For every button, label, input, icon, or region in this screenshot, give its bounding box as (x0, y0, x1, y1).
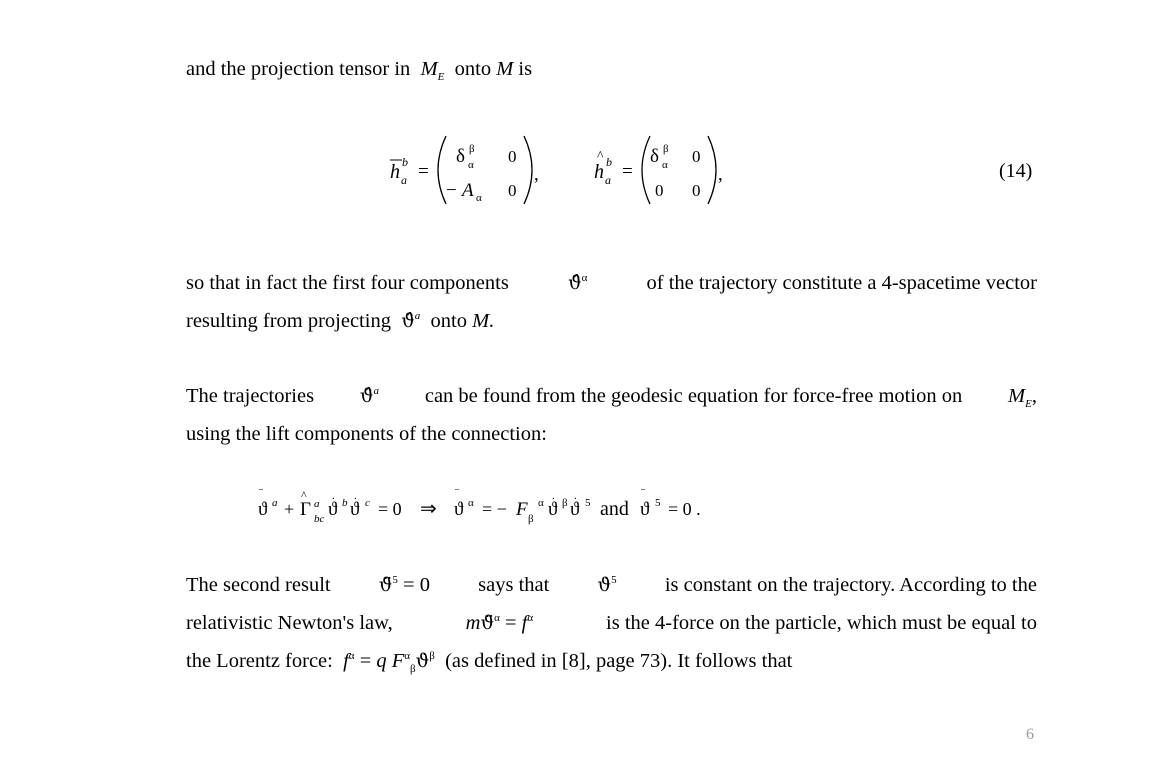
symbol-lorentz-force: $f^\alpha = q$ $F^\alpha_\beta ϑ̇^\beta$ (343, 650, 435, 675)
svg-text:−: − (446, 180, 457, 201)
svg-text:0: 0 (655, 181, 664, 200)
svg-text:= 0 .: = 0 . (668, 499, 701, 519)
svg-text:5: 5 (655, 497, 661, 509)
svg-text:δ: δ (650, 146, 659, 167)
svg-text:^: ^ (597, 149, 604, 164)
symbol-theta-hat-alpha: ϑ̂$^\alpha$ (567, 272, 588, 294)
para-projection-intro: and the projection tensor in $M_E$ onto M is (186, 58, 533, 83)
svg-text:b: b (342, 497, 348, 509)
svg-text:=: = (622, 161, 633, 182)
svg-text:.: . (332, 490, 335, 502)
svg-text:β: β (663, 143, 669, 155)
equation-geodesic (254, 485, 714, 527)
para-trajectories-line2: using the lift components of the connection: (186, 423, 547, 445)
para-components-line2: resulting from projecting ϑ̂$^a$ onto M. (186, 310, 495, 332)
svg-text:= 0: = 0 (378, 499, 402, 519)
svg-text:α: α (468, 497, 474, 509)
svg-text:Γ: Γ (300, 499, 311, 520)
svg-text:¨: ¨ (259, 485, 263, 499)
equation-14-matrices (380, 130, 740, 212)
symbol-theta-ddot-5-eq-0: ϑ̈$^5$ = 0 (378, 574, 430, 596)
symbol-M-E-2: $M_E$, (1008, 385, 1037, 410)
svg-text:a: a (272, 497, 278, 509)
svg-text:0: 0 (508, 147, 517, 166)
para-components-line1: so that in fact the first four components ϑ̂$^\alpha$ of the trajectory constitute a 4-spacetime vector (186, 270, 1037, 299)
svg-text:bc: bc (314, 513, 325, 525)
svg-text:ϑ: ϑ (548, 499, 558, 520)
svg-text:= −: = − (482, 499, 507, 519)
svg-text:ϑ: ϑ (640, 499, 650, 520)
svg-text:0: 0 (508, 181, 517, 200)
svg-text:α: α (662, 159, 668, 171)
svg-text:.: . (354, 490, 357, 502)
svg-text:δ: δ (456, 146, 465, 167)
svg-text:h: h (594, 161, 604, 183)
svg-text:F: F (516, 499, 528, 520)
svg-text:a: a (605, 173, 611, 187)
svg-text:a: a (314, 498, 320, 510)
symbol-theta-hat-a: ϑ̂$^a$ (401, 310, 421, 332)
svg-text:β: β (528, 513, 534, 525)
svg-text:A: A (462, 180, 474, 201)
and-word: and (600, 498, 629, 520)
svg-text:0: 0 (692, 147, 701, 166)
symbol-theta-dot-5: ϑ̇$^5$ (597, 574, 617, 596)
svg-text:ϑ: ϑ (570, 499, 580, 520)
svg-text:α: α (538, 497, 544, 509)
svg-text:¨: ¨ (455, 485, 459, 499)
svg-text:.: . (552, 490, 555, 502)
svg-text:^: ^ (301, 488, 307, 502)
svg-text:,: , (534, 164, 539, 185)
page-number: 6 (1026, 726, 1034, 743)
svg-text:.: . (574, 490, 577, 502)
svg-text:⇒: ⇒ (420, 498, 437, 520)
svg-text:=: = (418, 161, 429, 182)
svg-text:ϑ: ϑ (328, 499, 338, 520)
para-trajectories-line1: The trajectories ϑ̂$^a$ can be found from the geodesic equation for force-free motion on $M_E$, (186, 385, 1037, 410)
para-second-result-line1: The second result ϑ̈$^5$ = 0 says that ϑ̇$^5$ is constant on the trajectory. According to the (186, 572, 1037, 601)
svg-text:,: , (718, 164, 723, 185)
svg-text:a: a (401, 173, 407, 187)
svg-text:β: β (562, 497, 568, 509)
svg-text:h: h (390, 161, 400, 183)
para-second-result-line3: the Lorentz force: $f^\alpha = q$ $F^\alpha_\beta ϑ̇^\beta$ (as defined in [8], page 73). It follows that (186, 650, 793, 675)
symbol-theta-hat-a-2: ϑ̂$^a$ (359, 385, 379, 407)
svg-text:ϑ: ϑ (258, 499, 268, 520)
svg-text:ϑ: ϑ (454, 499, 464, 520)
svg-text:b: b (402, 155, 408, 169)
svg-text:α: α (476, 192, 482, 204)
svg-text:c: c (365, 497, 370, 509)
symbol-newton-law: mϑ̈$^\alpha$ = $f^\alpha$ (465, 612, 534, 634)
svg-text:α: α (468, 159, 474, 171)
svg-text:b: b (606, 155, 612, 169)
svg-text:5: 5 (585, 497, 591, 509)
symbol-M-E: $M_E$ (420, 58, 445, 83)
svg-text:+: + (284, 499, 295, 519)
svg-text:β: β (469, 143, 475, 155)
svg-text:¨: ¨ (641, 485, 645, 499)
svg-text:ϑ: ϑ (350, 499, 360, 520)
svg-text:0: 0 (692, 181, 701, 200)
equation-number: (14) (999, 160, 1033, 182)
para-second-result-line2: relativistic Newton's law, mϑ̈$^\alpha$ = $f^\alpha$ is the 4-force on the particle, which must be equal to (186, 610, 1037, 639)
